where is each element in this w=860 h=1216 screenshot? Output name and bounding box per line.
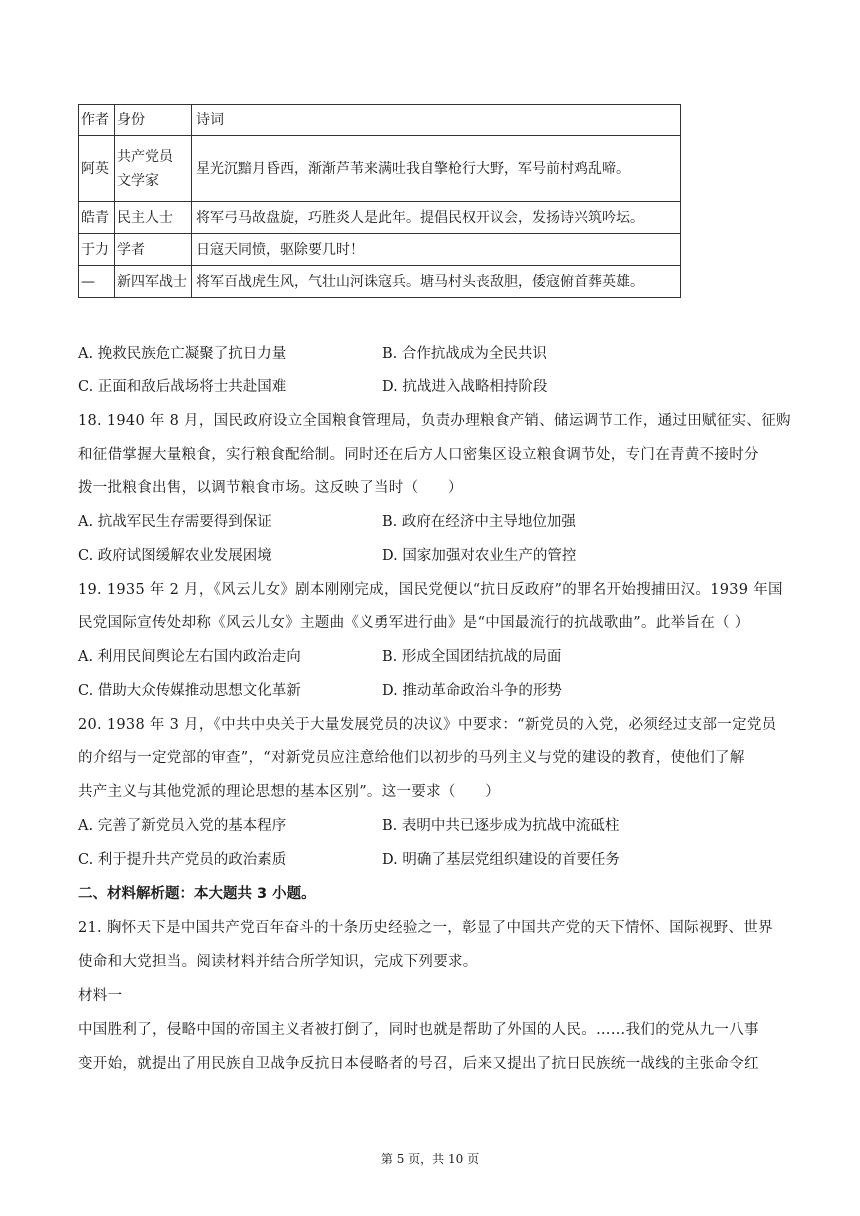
material-line: 中国胜利了，侵略中国的帝国主义者被打倒了，同时也就是帮助了外国的人民。……我们的党从九一八事 — [78, 1022, 759, 1038]
q17-option-c[interactable]: C. 正面和敌后战场将士共赴国难 — [78, 379, 287, 395]
poem-cell: 将军百战虎生风，气壮山河诛寇兵。塘马村头丧敌胆，倭寇俯首葬英雄。 — [192, 266, 681, 298]
q19-option-b[interactable]: B. 形成全国团结抗战的局面 — [382, 649, 562, 665]
q18-stem-line: 18. 1940 年 8 月，国民政府设立全国粮食管理局，负责办理粮食产销、储运调节工作，通过田赋征实、征购 — [78, 413, 791, 429]
q20-stem-line: 20. 1938 年 3 月，《中共中央关于大量发展党员的决议》中要求：“新党员的入党，必须经过支部一定党员 — [78, 717, 777, 733]
table-row — [79, 202, 681, 234]
q19-option-a[interactable]: A. 利用民间舆论左右国内政治走向 — [78, 649, 301, 665]
identity-line: 共产党员 — [117, 148, 173, 165]
q21-stem-line: 使命和大党担当。阅读材料并结合所学知识，完成下列要求。 — [78, 954, 478, 970]
author-cell: 皓青 — [79, 202, 115, 234]
header-author: 作者 — [79, 105, 115, 136]
q18-stem-line: 拨一批粮食出售，以调节粮食市场。这反映了当时（ ） — [78, 480, 463, 496]
q17-option-b[interactable]: B. 合作抗战成为全民共识 — [382, 346, 547, 362]
material-line: 变开始，就提出了用民族自卫战争反抗日本侵略者的号召，后来又提出了抗日民族统一战线的主张命令红 — [78, 1056, 759, 1072]
q21-stem-line: 21. 胸怀天下是中国共产党百年奋斗的十条历史经验之一，彰显了中国共产党的天下情怀、国际视野、世界 — [78, 920, 773, 936]
header-identity: 身份 — [115, 105, 192, 136]
q20-option-d[interactable]: D. 明确了基层党组织建设的首要任务 — [382, 852, 620, 868]
q17-option-a[interactable]: A. 挽救民族危亡凝聚了抗日力量 — [78, 346, 287, 362]
q18-option-c[interactable]: C. 政府试图缓解农业发展困境 — [78, 548, 272, 564]
q20-option-c[interactable]: C. 利于提升共产党员的政治素质 — [78, 852, 287, 868]
poem-cell: 日寇天同愤，驱除要几时！ — [192, 234, 681, 266]
table-row — [79, 136, 681, 202]
q19-stem-line: 19. 1935 年 2 月，《风云儿女》剧本刚刚完成，国民党便以“抗日反政府”的罪名开始搜捕田汉。1939 年国 — [78, 582, 783, 598]
q19-stem-line: 民党国际宣传处却称《风云儿女》主题曲《义勇军进行曲》是“中国最流行的抗战歌曲”。此举旨在（ ） — [78, 615, 750, 631]
q20-stem-line: 的介绍与一定党部的审查”，“对新党员应注意给他们以初步的马列主义与党的建设的教育，使他们了解 — [78, 750, 745, 766]
poem-table — [78, 104, 681, 298]
q20-option-a[interactable]: A. 完善了新党员入党的基本程序 — [78, 818, 287, 834]
header-poem: 诗词 — [192, 105, 681, 136]
poem-cell: 星光沉黯月昏西，渐渐芦苇来满吐我自擎枪行大野，军号前村鸡乱啼。 — [192, 136, 681, 202]
table-row — [79, 234, 681, 266]
material-label: 材料一 — [78, 988, 123, 1004]
poem-cell: 将军弓马故盘旋，巧胜炎人是此年。提倡民权开议会，发扬诗兴筑吟坛。 — [192, 202, 681, 234]
identity-cell — [115, 136, 192, 202]
author-cell: 于力 — [79, 234, 115, 266]
section-heading: 二、材料解析题：本大题共 3 小题。 — [78, 886, 316, 902]
q18-option-d[interactable]: D. 国家加强对农业生产的管控 — [382, 548, 577, 564]
q20-stem-line: 共产主义与其他党派的理论思想的基本区别”。这一要求（ ） — [78, 784, 501, 800]
table-header-row — [79, 105, 681, 136]
q18-stem-line: 和征借掌握大量粮食，实行粮食配给制。同时还在后方人口密集区设立粮食调节处，专门在青黄不接时分 — [78, 447, 759, 463]
author-cell: 阿英 — [79, 136, 115, 202]
identity-cell: 学者 — [115, 234, 192, 266]
author-cell: — — [79, 266, 115, 298]
identity-cell: 民主人士 — [115, 202, 192, 234]
q19-option-c[interactable]: C. 借助大众传媒推动思想文化革新 — [78, 683, 301, 699]
q17-option-d[interactable]: D. 抗战进入战略相持阶段 — [382, 379, 548, 395]
q20-option-b[interactable]: B. 表明中共已逐步成为抗战中流砥柱 — [382, 818, 620, 834]
identity-line: 文学家 — [117, 172, 159, 189]
page-footer: 第 5 页，共 10 页 — [380, 1152, 480, 1166]
table-row — [79, 266, 681, 298]
q18-option-b[interactable]: B. 政府在经济中主导地位加强 — [382, 514, 576, 530]
q18-option-a[interactable]: A. 抗战军民生存需要得到保证 — [78, 514, 272, 530]
q19-option-d[interactable]: D. 推动革命政治斗争的形势 — [382, 683, 562, 699]
identity-cell: 新四军战士 — [115, 266, 192, 298]
